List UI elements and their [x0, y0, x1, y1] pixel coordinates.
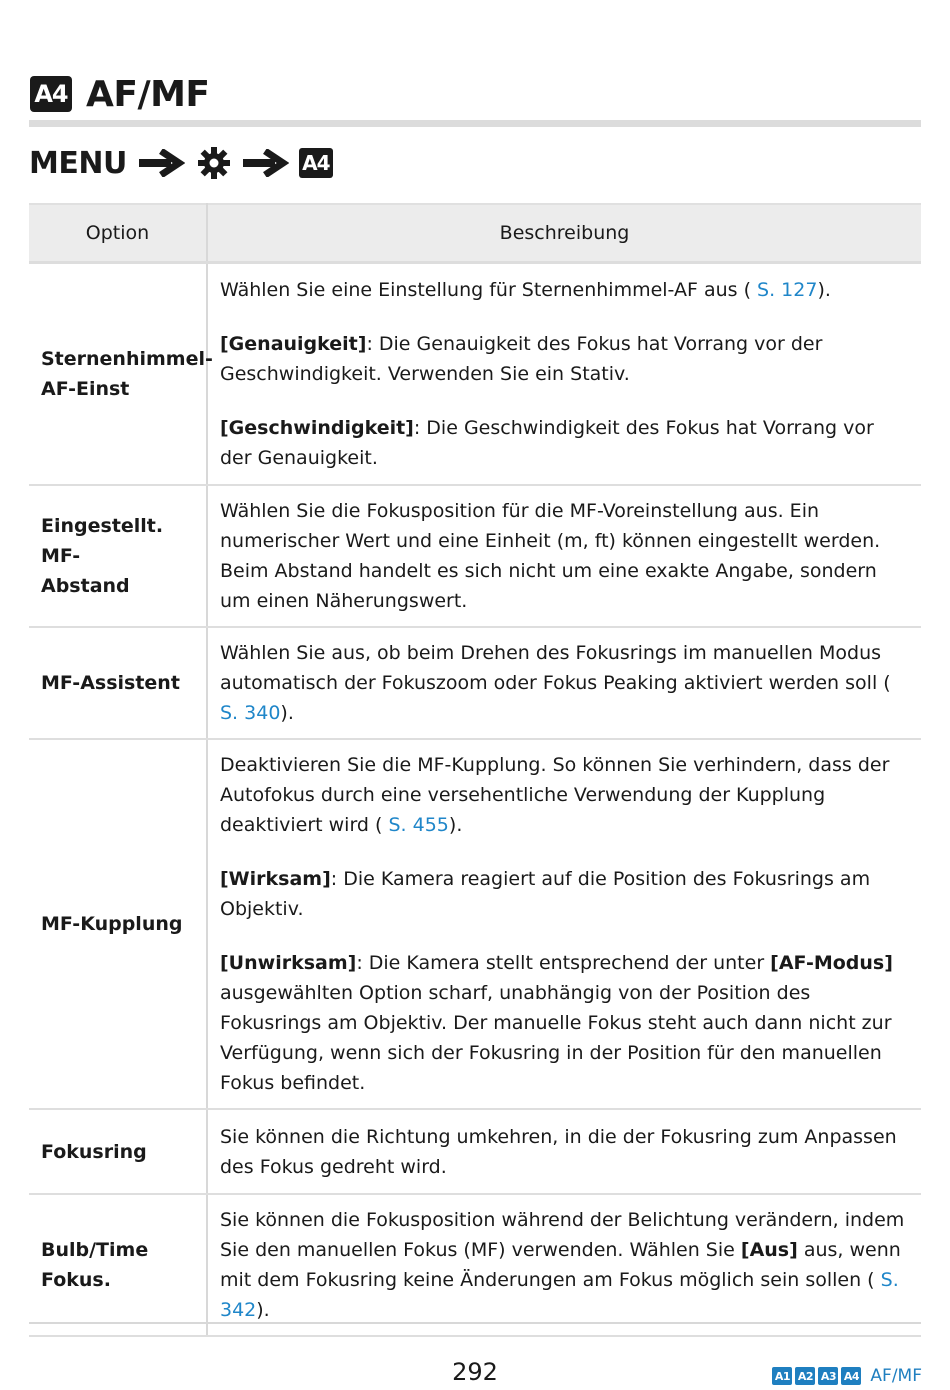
description-paragraph: [Geschwindigkeit]: Die Geschwindigkeit des Fokus hat Vorrang vor der Genauigkeit. — [220, 416, 874, 469]
table-row — [29, 485, 921, 627]
column-header-option: Option — [29, 204, 207, 262]
option-name — [29, 1194, 207, 1336]
column-header-description: Beschreibung — [207, 204, 921, 262]
page-link[interactable]: S. 340 — [220, 702, 281, 724]
table-row — [29, 1194, 921, 1336]
table-row — [29, 739, 921, 1109]
description-paragraph: [Wirksam]: Die Kamera reagiert auf die Position des Fokusrings am Objektiv. — [220, 868, 871, 920]
option-name-line: AF-Einst — [41, 377, 130, 400]
option-description — [207, 739, 921, 1109]
table-header-row — [29, 204, 921, 262]
option-name: MF-Kupplung — [29, 739, 207, 1109]
description-paragraph: Deaktivieren Sie die MF-Kupplung. So können Sie verhindern, dass der Autofokus durch eine versehentliche Verwendung der Kupplung deaktiviert wird ( S. 455). — [220, 754, 890, 836]
options-table — [29, 203, 921, 1337]
page-number: 292 — [452, 1358, 498, 1386]
option-description: Sie können die Fokusposition während der Belichtung verändern, indem Sie den manuellen Fokus (MF) verwenden. Wählen Sie [Aus] aus, wenn mit dem Fokusring keine Änderungen am Fokus möglich sein sollen ( S. 342). — [207, 1194, 921, 1336]
option-name-line: Abstand — [41, 575, 130, 597]
option-name — [29, 485, 207, 627]
option-description: Wählen Sie die Fokusposition für die MF-Voreinstellung aus. Ein numerischer Wert und eine Einheit (m, ft) können eingestellt werden. Beim Abstand handelt es sich nicht um eine exakte Angabe, sondern um einen Näherungswert. — [207, 485, 921, 627]
description-paragraph: [Unwirksam]: Die Kamera stellt entsprechend der unter [AF-Modus] ausgewählten Option scharf, unabhängig von der Position des Fokusrings am Objektiv. Der manuelle Fokus steht auch dann nicht zur Verfügung, wenn sich der Fokusring in der Position für den manuellen Fokus befindet. — [220, 952, 893, 1094]
page-title: AF/MF — [86, 73, 210, 115]
page-link[interactable]: S. 455 — [382, 814, 449, 836]
option-description: Wählen Sie aus, ob beim Drehen des Fokusrings im manuellen Modus automatisch der Fokuszoom oder Fokus Peaking aktiviert werden soll ( S. 340). — [207, 627, 921, 739]
title-divider — [29, 120, 921, 127]
menu-path — [29, 143, 333, 183]
nav-section-label[interactable]: AF/MF — [870, 1366, 922, 1386]
table-row — [29, 262, 921, 485]
option-name: MF-Assistent — [29, 627, 207, 739]
page-link[interactable]: S. 342 — [220, 1269, 899, 1321]
table-row — [29, 627, 921, 739]
arrow-right-icon — [139, 149, 185, 177]
arrow-right-icon — [243, 149, 289, 177]
description-paragraph: Wählen Sie eine Einstellung für Sternenhimmel-AF aus ( S. 127). — [220, 278, 831, 301]
option-name: Fokusring — [29, 1109, 207, 1194]
option-description: Sie können die Richtung umkehren, in die der Fokusring zum Anpassen des Fokus gedreht wird. — [207, 1109, 921, 1194]
table-row — [29, 1109, 921, 1194]
section-nav — [772, 1365, 922, 1387]
menu-tab-badge: A4 — [299, 148, 333, 178]
option-name-line: Bulb/Time — [41, 1239, 149, 1261]
option-name-line: Fokus. — [41, 1269, 111, 1291]
nav-badge-a1[interactable]: A1 — [772, 1367, 792, 1385]
nav-badge-a4[interactable]: A4 — [841, 1367, 861, 1385]
section-badge: A4 — [30, 76, 72, 112]
option-description — [207, 262, 921, 485]
gear-icon — [197, 146, 231, 180]
page-title-row — [30, 72, 210, 116]
nav-badge-a2[interactable]: A2 — [795, 1367, 815, 1385]
nav-badge-a3[interactable]: A3 — [818, 1367, 838, 1385]
description-paragraph: [Genauigkeit]: Die Genauigkeit des Fokus hat Vorrang vor der Geschwindigkeit. Verwenden Sie ein Stativ. — [220, 332, 823, 385]
menu-label: MENU — [29, 145, 127, 181]
option-name-line: Sternenhimmel- — [41, 347, 213, 370]
option-name — [29, 262, 213, 485]
page-link[interactable]: S. 127 — [751, 278, 818, 301]
option-name-line: Eingestellt. MF- — [41, 515, 164, 567]
footer-divider — [29, 1322, 921, 1324]
